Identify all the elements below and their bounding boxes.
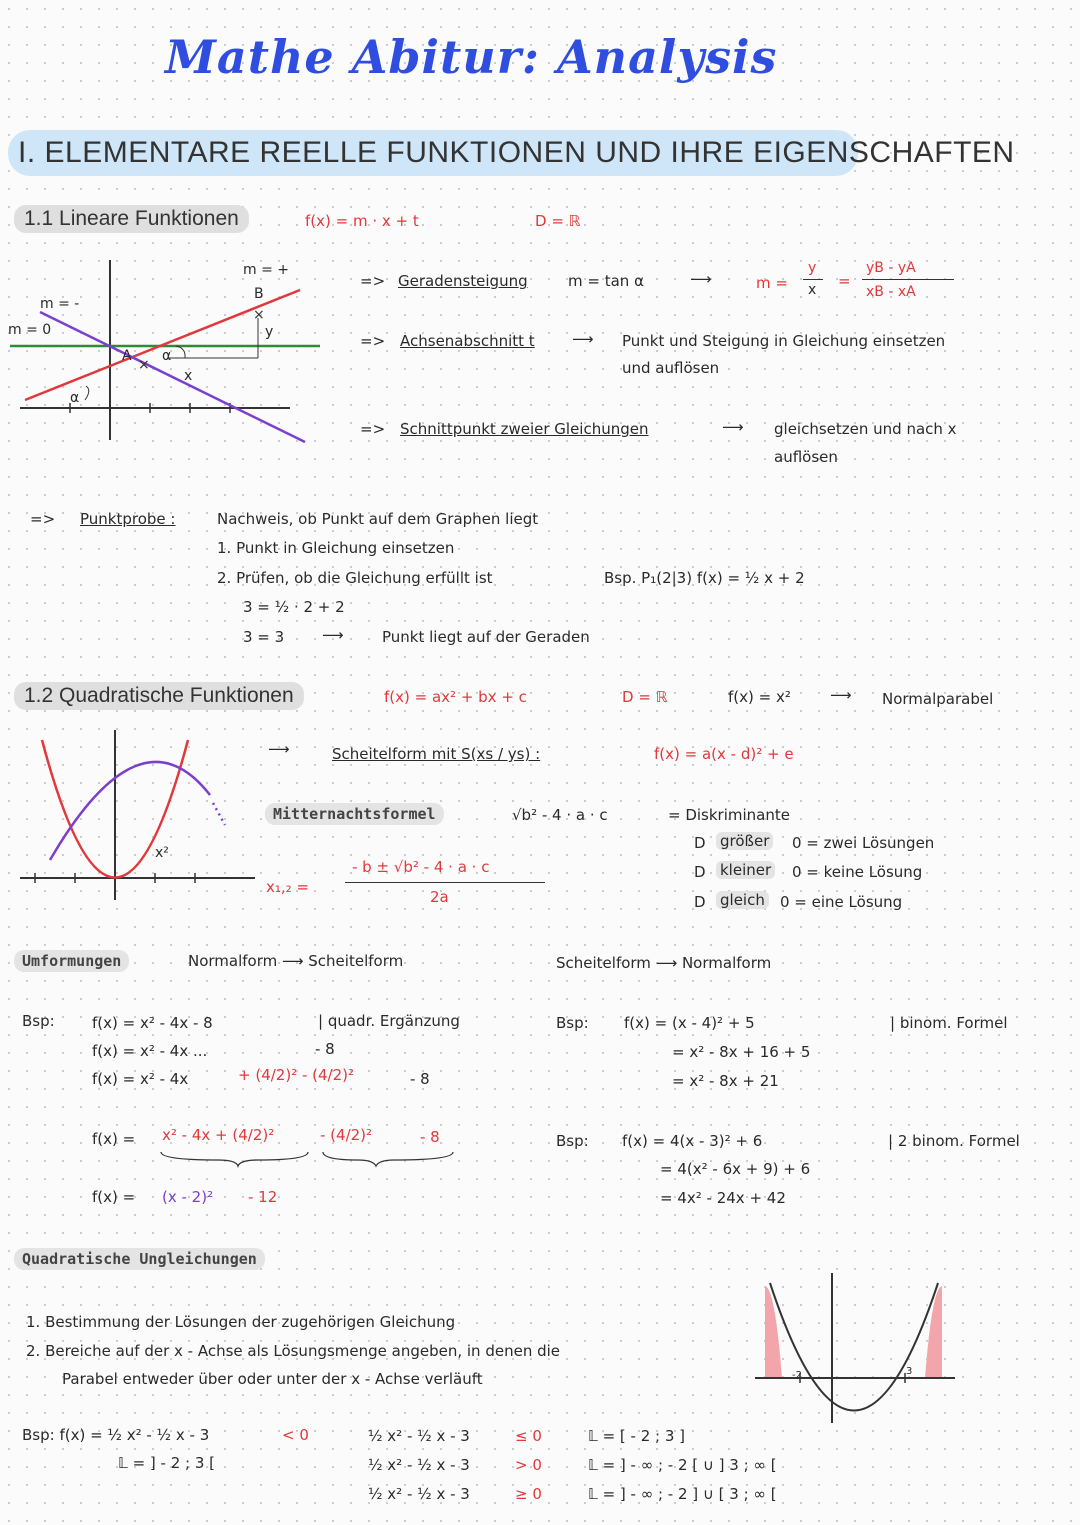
inequality-example-sign: < 0	[282, 1426, 309, 1444]
probe-line-1: Nachweis, ob Punkt auf dem Graphen liegt	[217, 510, 539, 528]
scheitel-formula: f(x) = a(x - d)² + e	[654, 745, 794, 763]
left-line-5-square: (x - 2)²	[162, 1188, 214, 1206]
right-line-4-comment: | 2 binom. Formel	[888, 1132, 1020, 1150]
right-line-1-comment: | binom. Formel	[890, 1014, 1008, 1032]
svg-text:×: ×	[253, 307, 265, 323]
right-line-2: = x² - 8x + 16 + 5	[672, 1043, 811, 1061]
left-line-2: f(x) = x² - 4x ...	[92, 1042, 208, 1060]
normal-parabola-label: Normalparabel	[882, 690, 994, 708]
inequality-example-solution: 𝕃 = ] - 2 ; 3 [	[118, 1454, 216, 1472]
label-point-b: B	[254, 286, 264, 302]
arrow-icon: ⟶	[572, 330, 594, 348]
slope-m: m =	[756, 274, 788, 292]
umformung-left-title: Normalform ⟶ Scheitelform	[188, 952, 404, 970]
case-2-sign: > 0	[515, 1456, 542, 1474]
tick-label-right: 3	[906, 1366, 913, 1377]
tick-label-left: -2	[792, 1370, 802, 1381]
left-line-4-binom: x² - 4x + (4/2)²	[162, 1126, 275, 1144]
scheitel-label: Scheitelform mit S(xs / ys) :	[332, 745, 541, 763]
fraction-bar	[345, 882, 545, 883]
inequality-step-1: 1. Bestimmung der Lösungen der zugehörigen Gleichung	[26, 1313, 456, 1331]
discriminant-label: = Diskriminante	[668, 806, 790, 824]
case-1-sign: ≤ 0	[515, 1427, 542, 1445]
disc-smaller: kleiner	[716, 861, 775, 879]
case-1-expr: ½ x² - ½ x - 3	[368, 1427, 470, 1445]
probe-line-3: 2. Prüfen, ob die Gleichung erfüllt ist	[217, 569, 493, 587]
section-heading-quadratic: 1.2 Quadratische Funktionen	[14, 682, 304, 710]
label-y: y	[265, 324, 274, 340]
left-line-5-const: - 12	[248, 1188, 278, 1206]
section-heading-linear: 1.1 Lineare Funktionen	[14, 205, 249, 233]
disc-d1: D	[694, 834, 706, 852]
mnf-x12: x₁,₂ =	[266, 878, 310, 896]
probe-calc-1: 3 = ½ · 2 + 2	[243, 598, 345, 616]
probe-result: Punkt liegt auf der Geraden	[382, 628, 590, 646]
implies-arrow: =>	[360, 332, 386, 350]
left-line-4-rest: - (4/2)²	[320, 1126, 373, 1144]
case-1-solution: 𝕃 = [ - 2 ; 3 ]	[588, 1427, 686, 1445]
case-2-solution: 𝕃 = ] - ∞ ; - 2 [ ∪ ] 3 ; ∞ [	[588, 1456, 777, 1474]
intercept-label: Achsenabschnitt t	[400, 332, 535, 350]
label-m-zero: m = 0	[8, 322, 52, 338]
disc-equal: gleich	[716, 891, 769, 909]
intercept-text-1: Punkt und Steigung in Gleichung einsetzen	[622, 332, 946, 350]
umformung-right-title: Scheitelform ⟶ Normalform	[556, 954, 772, 972]
intersect-label: Schnittpunkt zweier Gleichungen	[400, 420, 649, 438]
implies-arrow: =>	[360, 272, 386, 290]
arrow-icon: ⟶	[268, 740, 290, 758]
implies-arrow: =>	[30, 510, 56, 528]
linear-formula: f(x) = m · x + t	[305, 212, 419, 230]
left-line-3-ergaenzung: + (4/2)² - (4/2)²	[238, 1066, 355, 1084]
right-line-3: = x² - 8x + 21	[672, 1072, 779, 1090]
disc-smaller-result: 0 = keine Lösung	[792, 863, 923, 881]
label-point-a: A	[122, 348, 132, 364]
inequalities-label: Quadratische Ungleichungen	[14, 1248, 265, 1270]
label-alpha-2: α	[70, 390, 80, 406]
disc-greater: größer	[716, 832, 773, 850]
case-3-solution: 𝕃 = ] - ∞ ; - 2 ] ∪ [ 3 ; ∞ [	[588, 1485, 777, 1503]
left-line-3: f(x) = x² - 4x	[92, 1070, 189, 1088]
equals-sign: =	[838, 272, 851, 290]
left-line-2-comment: - 8	[315, 1040, 335, 1058]
slope-frac2-den: xB - xA	[866, 284, 916, 300]
inequality-graph	[750, 1268, 960, 1428]
disc-equal-result: 0 = eine Lösung	[780, 893, 903, 911]
mnf-label: Mitternachtsformel	[265, 803, 444, 825]
case-3-sign: ≥ 0	[515, 1485, 542, 1503]
probe-label: Punktprobe :	[80, 510, 176, 528]
probe-calc-2: 3 = 3	[243, 628, 285, 646]
disc-greater-result: 0 = zwei Lösungen	[792, 834, 935, 852]
label-m-neg: m = -	[40, 296, 80, 312]
brace-icon	[158, 1148, 458, 1168]
linear-domain: D = ℝ	[535, 212, 581, 230]
inequality-example: Bsp: f(x) = ½ x² - ½ x - 3	[22, 1426, 210, 1444]
fraction-bar	[803, 279, 823, 280]
right-line-5: = 4(x² - 6x + 9) + 6	[660, 1160, 811, 1178]
normal-parabola-formula: f(x) = x²	[728, 688, 791, 706]
disc-d2: D	[694, 863, 706, 881]
label-alpha-1: α	[162, 348, 172, 364]
quadratic-formula: f(x) = ax² + bx + c	[384, 688, 527, 706]
disc-d3: D	[694, 893, 706, 911]
umformungen-label: Umformungen	[14, 950, 129, 972]
intersect-text-1: gleichsetzen und nach x	[774, 420, 957, 438]
left-line-1-comment: | quadr. Ergänzung	[318, 1012, 460, 1030]
intercept-text-2: und auflösen	[622, 359, 720, 377]
quadratic-graph	[10, 725, 260, 905]
mnf-denominator: 2a	[430, 888, 449, 906]
bsp-label: Bsp:	[556, 1014, 589, 1032]
arrow-icon: ⟶	[322, 626, 344, 644]
chapter-heading: I. ELEMENTARE REELLE FUNKTIONEN UND IHRE EIGENSCHAFTEN	[8, 130, 858, 176]
slope-label: Geradensteigung	[398, 272, 528, 290]
label-x-squared: x²	[155, 845, 169, 861]
label-x: x	[184, 368, 193, 384]
slope-frac2-num: yB - yA	[866, 260, 916, 276]
slope-frac1-num: y	[808, 260, 817, 276]
arrow-icon: ⟶	[830, 686, 852, 704]
arrow-icon: ⟶	[690, 270, 712, 288]
inequality-step-2-cont: Parabel entweder über oder unter der x - Achse verläuft	[62, 1370, 483, 1388]
svg-text:×: ×	[138, 357, 150, 373]
fraction-bar	[862, 279, 954, 280]
quadratic-domain: D = ℝ	[622, 688, 668, 706]
bsp-label: Bsp:	[22, 1012, 55, 1030]
case-2-expr: ½ x² - ½ x - 3	[368, 1456, 470, 1474]
implies-arrow: =>	[360, 420, 386, 438]
left-line-3-const: - 8	[410, 1070, 430, 1088]
inequality-step-2: 2. Bereiche auf der x - Achse als Lösungsmenge angeben, in denen die	[26, 1342, 561, 1360]
left-line-1: f(x) = x² - 4x - 8	[92, 1014, 213, 1032]
discriminant-root: √b² - 4 · a · c	[512, 806, 608, 824]
right-line-1: f(x) = (x - 4)² + 5	[624, 1014, 755, 1032]
right-line-6: = 4x² - 24x + 42	[660, 1189, 786, 1207]
page-title: Mathe Abitur: Analysis	[165, 30, 778, 84]
arrow-icon: ⟶	[722, 418, 744, 436]
mnf-numerator: - b ± √b² - 4 · a · c	[352, 858, 490, 876]
slope-frac1-den: x	[808, 282, 817, 298]
intersect-text-2: auflösen	[774, 448, 838, 466]
probe-line-2: 1. Punkt in Gleichung einsetzen	[217, 539, 455, 557]
case-3-expr: ½ x² - ½ x - 3	[368, 1485, 470, 1503]
left-line-5: f(x) =	[92, 1188, 136, 1206]
bsp-label: Bsp:	[556, 1132, 589, 1150]
right-line-4: f(x) = 4(x - 3)² + 6	[622, 1132, 763, 1150]
slope-equation: m = tan α	[568, 272, 644, 290]
probe-example: Bsp. P₁(2|3) f(x) = ½ x + 2	[604, 569, 805, 587]
label-m-pos: m = +	[243, 262, 289, 278]
left-line-4-const: - 8	[420, 1128, 440, 1146]
left-line-4: f(x) =	[92, 1130, 136, 1148]
